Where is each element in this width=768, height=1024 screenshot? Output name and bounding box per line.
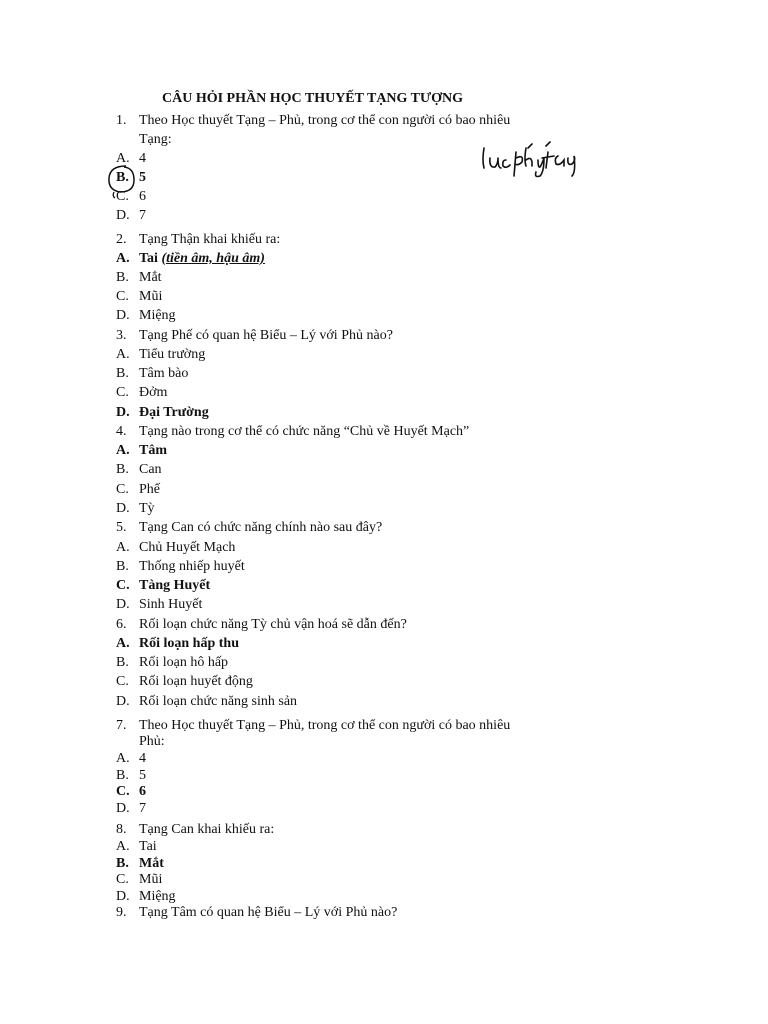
option-text: Thống nhiếp huyết bbox=[139, 559, 245, 574]
option-2a-correct bbox=[116, 250, 576, 267]
option-text: 6 bbox=[139, 784, 146, 799]
option-4d bbox=[116, 500, 576, 517]
document-title: CÂU HỎI PHẦN HỌC THUYẾT TẠNG TƯỢNG bbox=[162, 91, 464, 106]
option-4a-correct bbox=[116, 442, 576, 459]
option-5c-correct bbox=[116, 577, 576, 594]
option-8d bbox=[116, 888, 576, 905]
question-9 bbox=[116, 904, 576, 921]
option-text: Tai bbox=[139, 839, 157, 854]
option-2b bbox=[116, 269, 576, 286]
option-text: Chủ Huyết Mạch bbox=[139, 540, 236, 555]
option-letter: D. bbox=[116, 801, 130, 816]
option-text: Mũi bbox=[139, 872, 163, 887]
option-6d bbox=[116, 693, 576, 710]
option-text: Rối loạn huyết động bbox=[139, 674, 253, 689]
option-letter: A. bbox=[116, 443, 130, 458]
option-letter: B. bbox=[116, 366, 129, 381]
option-7c-correct bbox=[116, 783, 576, 800]
option-text: Rối loạn chức năng sinh sản bbox=[139, 694, 298, 709]
option-letter: A. bbox=[116, 251, 130, 266]
option-letter: D. bbox=[116, 501, 130, 516]
question-8 bbox=[116, 821, 576, 838]
option-letter: C. bbox=[116, 674, 129, 689]
option-text: Tiểu trường bbox=[139, 347, 206, 362]
option-letter: C. bbox=[116, 189, 129, 204]
option-2d bbox=[116, 307, 576, 324]
question-text: Tạng nào trong cơ thể có chức năng “Chủ về Huyết Mạch” bbox=[139, 424, 470, 439]
option-7b bbox=[116, 767, 576, 784]
option-text: 6 bbox=[139, 189, 146, 204]
option-text: Can bbox=[139, 462, 162, 477]
option-letter: B. bbox=[116, 170, 129, 185]
question-2 bbox=[116, 231, 576, 248]
option-text: 5 bbox=[139, 170, 146, 185]
question-text: Tạng Thận khai khiếu ra: bbox=[139, 232, 281, 247]
option-text: Mắt bbox=[139, 270, 162, 285]
option-3a bbox=[116, 346, 576, 363]
question-7-continuation: Phủ: bbox=[139, 734, 165, 749]
option-letter: A. bbox=[116, 540, 130, 555]
option-text: Tỳ bbox=[139, 501, 155, 516]
option-letter: B. bbox=[116, 655, 129, 670]
question-number: 9. bbox=[116, 905, 127, 920]
option-note: (tiền âm, hậu âm) bbox=[161, 251, 265, 266]
option-text: Mũi bbox=[139, 289, 163, 304]
option-2c bbox=[116, 288, 576, 305]
option-1b-correct bbox=[116, 169, 576, 186]
option-1d bbox=[116, 207, 576, 224]
question-number: 3. bbox=[116, 328, 127, 343]
option-letter: B. bbox=[116, 270, 129, 285]
option-letter: C. bbox=[116, 482, 129, 497]
question-1 bbox=[116, 112, 576, 129]
question-text: Tạng Can có chức năng chính nào sau đây? bbox=[139, 520, 383, 535]
option-letter: C. bbox=[116, 578, 130, 593]
option-text: 4 bbox=[139, 751, 146, 766]
question-text: Theo Học thuyết Tạng – Phủ, trong cơ thể con người có bao nhiêu bbox=[139, 718, 511, 733]
option-letter: D. bbox=[116, 694, 130, 709]
option-6b bbox=[116, 654, 576, 671]
option-letter: A. bbox=[116, 151, 130, 166]
question-number: 4. bbox=[116, 424, 127, 439]
question-number: 7. bbox=[116, 718, 127, 733]
question-text: Theo Học thuyết Tạng – Phủ, trong cơ thể con người có bao nhiêu bbox=[139, 113, 511, 128]
option-text: 7 bbox=[139, 801, 146, 816]
option-letter: B. bbox=[116, 768, 129, 783]
option-text: Mắt bbox=[139, 856, 164, 871]
option-text: Sinh Huyết bbox=[139, 597, 203, 612]
question-6 bbox=[116, 616, 576, 633]
option-text: Miệng bbox=[139, 889, 176, 904]
option-1c bbox=[116, 188, 576, 205]
option-6a-correct bbox=[116, 635, 576, 652]
option-4b bbox=[116, 461, 576, 478]
option-letter: A. bbox=[116, 751, 130, 766]
question-number: 8. bbox=[116, 822, 127, 837]
option-letter: A. bbox=[116, 839, 130, 854]
tick-stroke bbox=[113, 192, 115, 198]
option-8a bbox=[116, 838, 576, 855]
question-text: Tạng Phế có quan hệ Biểu – Lý với Phủ nào? bbox=[139, 328, 393, 343]
option-letter: A. bbox=[116, 636, 130, 651]
option-text: Miệng bbox=[139, 308, 176, 323]
option-letter: C. bbox=[116, 872, 129, 887]
option-text: Đại Trường bbox=[139, 405, 209, 420]
option-text: Rối loạn hấp thu bbox=[139, 636, 239, 651]
option-1a bbox=[116, 150, 576, 167]
option-letter: D. bbox=[116, 308, 130, 323]
question-number: 5. bbox=[116, 520, 127, 535]
option-5d bbox=[116, 596, 576, 613]
option-letter: C. bbox=[116, 385, 129, 400]
question-number: 1. bbox=[116, 113, 127, 128]
option-text: Rối loạn hô hấp bbox=[139, 655, 229, 670]
option-letter: D. bbox=[116, 405, 130, 420]
question-7 bbox=[116, 717, 576, 734]
option-7d bbox=[116, 800, 576, 817]
option-6c bbox=[116, 673, 576, 690]
question-text: Rối loạn chức năng Tỳ chủ vận hoá sẽ dẫn đến? bbox=[139, 617, 407, 632]
question-text: Tạng Tâm có quan hệ Biểu – Lý với Phủ nào? bbox=[139, 905, 398, 920]
option-5a bbox=[116, 539, 576, 556]
option-letter: D. bbox=[116, 597, 130, 612]
option-8c bbox=[116, 871, 576, 888]
option-text: Tàng Huyết bbox=[139, 578, 211, 593]
option-text: 7 bbox=[139, 208, 146, 223]
question-3 bbox=[116, 327, 576, 344]
option-4c bbox=[116, 481, 576, 498]
question-number: 2. bbox=[116, 232, 127, 247]
option-8b-correct bbox=[116, 855, 576, 872]
option-text: Đởm bbox=[139, 385, 168, 400]
option-3d-correct bbox=[116, 404, 576, 421]
question-4 bbox=[116, 423, 576, 440]
option-letter: B. bbox=[116, 559, 129, 574]
option-text: Tâm bbox=[139, 443, 167, 458]
option-letter: B. bbox=[116, 856, 129, 871]
option-letter: B. bbox=[116, 462, 129, 477]
option-3c bbox=[116, 384, 576, 401]
option-text: Tâm bào bbox=[139, 366, 189, 381]
question-number: 6. bbox=[116, 617, 127, 632]
option-letter: D. bbox=[116, 889, 130, 904]
option-text: 4 bbox=[139, 151, 146, 166]
option-letter: D. bbox=[116, 208, 130, 223]
option-letter: C. bbox=[116, 289, 129, 304]
option-letter: C. bbox=[116, 784, 130, 799]
option-text: Phế bbox=[139, 482, 160, 497]
question-text: Tạng Can khai khiếu ra: bbox=[139, 822, 275, 837]
option-5b bbox=[116, 558, 576, 575]
option-3b bbox=[116, 365, 576, 382]
option-text: 5 bbox=[139, 768, 146, 783]
question-1-continuation: Tạng: bbox=[139, 132, 172, 147]
option-text: Tai bbox=[139, 251, 158, 266]
option-7a bbox=[116, 750, 576, 767]
question-5 bbox=[116, 519, 576, 536]
option-letter: A. bbox=[116, 347, 130, 362]
